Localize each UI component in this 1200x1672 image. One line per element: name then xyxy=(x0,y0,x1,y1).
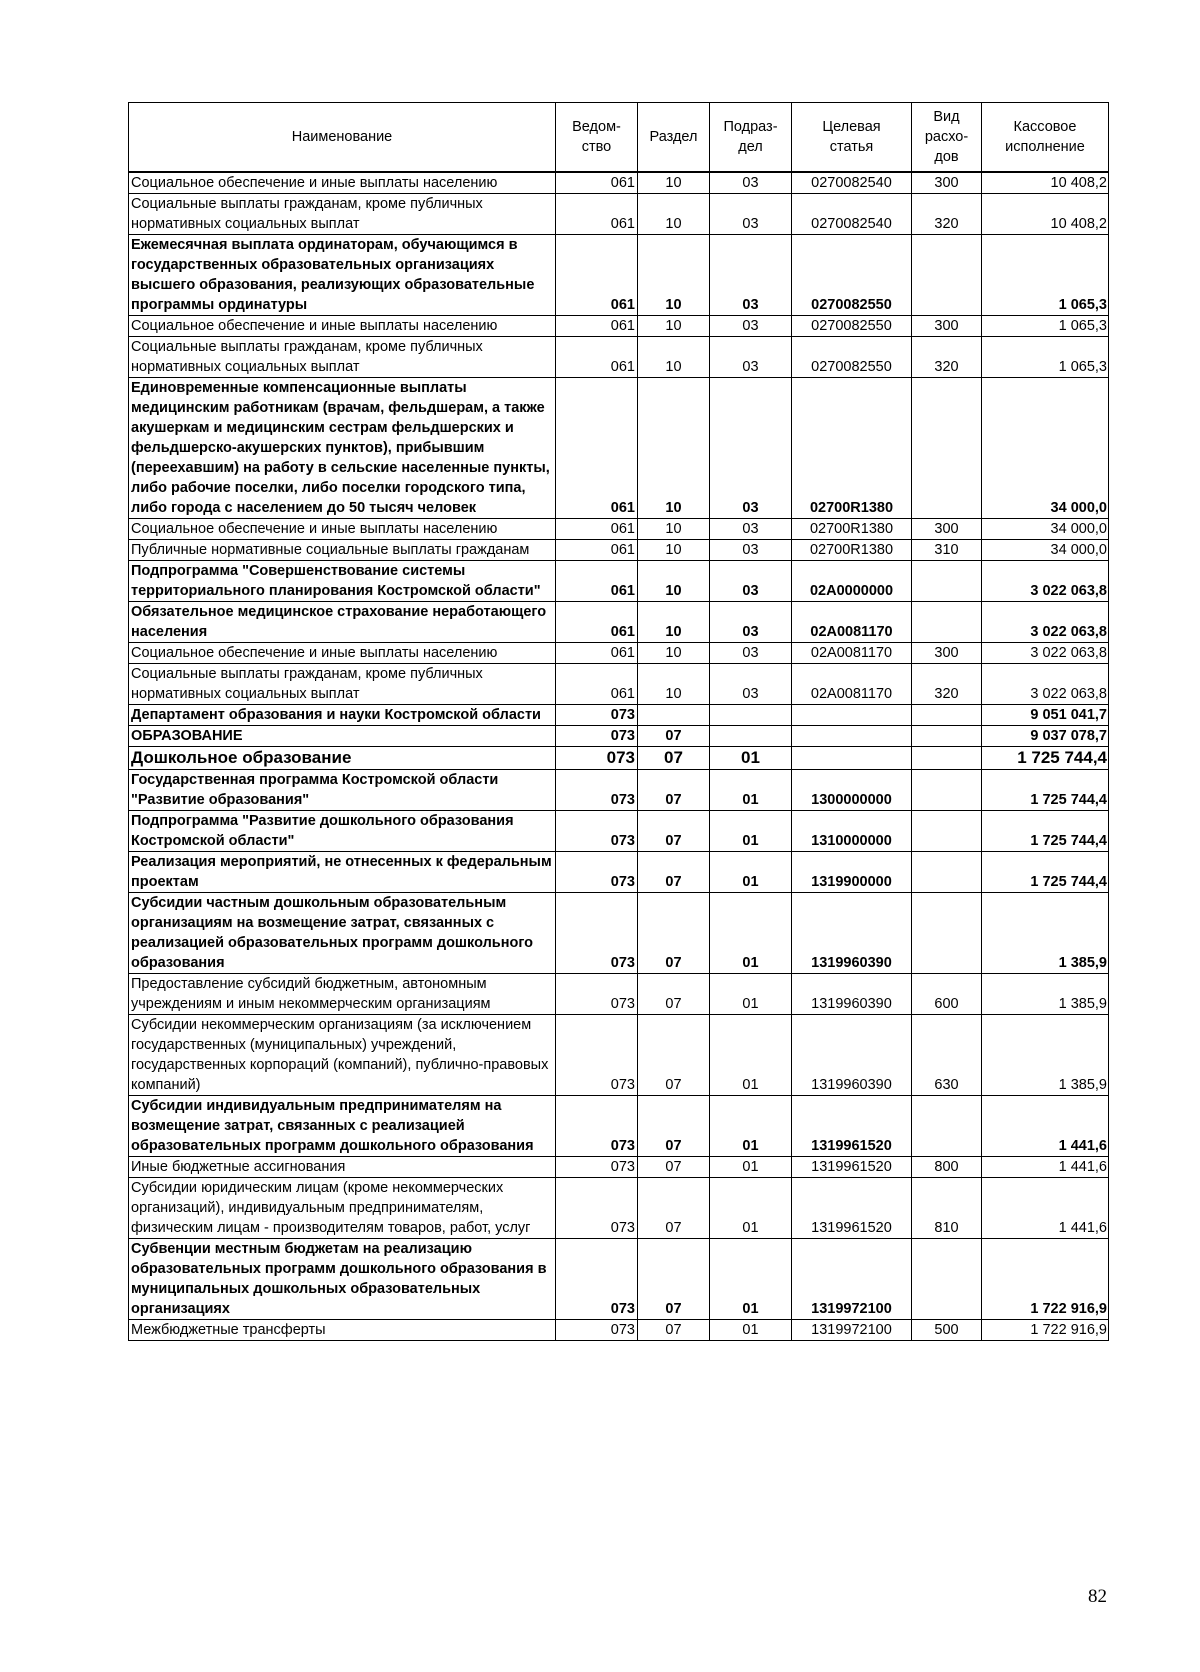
cell-vid xyxy=(912,747,982,770)
table-row xyxy=(129,643,1109,664)
cell-cs xyxy=(792,705,912,726)
cell-sum: 1 385,9 xyxy=(982,893,1109,974)
cell-razdel: 10 xyxy=(638,602,710,643)
cell-name: Социальное обеспечение и иные выплаты населению xyxy=(129,519,556,540)
cell-razdel: 07 xyxy=(638,811,710,852)
cell-sum: 10 408,2 xyxy=(982,194,1109,235)
cell-razdel: 07 xyxy=(638,1320,710,1341)
cell-vid: 630 xyxy=(912,1015,982,1096)
cell-vid xyxy=(912,726,982,747)
cell-razdel: 10 xyxy=(638,540,710,561)
cell-cs: 1300000000 xyxy=(792,770,912,811)
cell-ved: 061 xyxy=(556,561,638,602)
cell-cs: 0270082550 xyxy=(792,235,912,316)
cell-ved: 073 xyxy=(556,1157,638,1178)
table-row xyxy=(129,893,1109,974)
cell-ved: 073 xyxy=(556,893,638,974)
table-row xyxy=(129,664,1109,705)
cell-ved: 073 xyxy=(556,1178,638,1239)
header-razdel: Раздел xyxy=(638,103,710,173)
cell-ved: 073 xyxy=(556,1015,638,1096)
cell-name: Субсидии некоммерческим организациям (за исключением государственных (муниципальных) учреждений, государственных корпораций (компаний), публично-правовых компаний) xyxy=(129,1015,556,1096)
cell-cs xyxy=(792,747,912,770)
cell-razdel: 07 xyxy=(638,893,710,974)
cell-razdel: 10 xyxy=(638,519,710,540)
cell-podrazdel xyxy=(710,705,792,726)
cell-razdel: 07 xyxy=(638,726,710,747)
cell-razdel: 07 xyxy=(638,1157,710,1178)
cell-ved: 061 xyxy=(556,337,638,378)
cell-name: Социальные выплаты гражданам, кроме публичных нормативных социальных выплат xyxy=(129,664,556,705)
cell-razdel: 07 xyxy=(638,1015,710,1096)
table-row xyxy=(129,540,1109,561)
table-row xyxy=(129,519,1109,540)
table-row xyxy=(129,602,1109,643)
cell-sum: 34 000,0 xyxy=(982,540,1109,561)
cell-name: Ежемесячная выплата ординаторам, обучающимся в государственных образовательных организациях высшего образования, реализующих образовательные программы ординатуры xyxy=(129,235,556,316)
cell-vid: 300 xyxy=(912,316,982,337)
table-row xyxy=(129,770,1109,811)
cell-ved: 073 xyxy=(556,726,638,747)
page-number: 82 xyxy=(1088,1586,1107,1607)
cell-vid xyxy=(912,561,982,602)
table-row xyxy=(129,235,1109,316)
cell-vid xyxy=(912,1096,982,1157)
cell-sum: 1 725 744,4 xyxy=(982,770,1109,811)
cell-vid: 300 xyxy=(912,172,982,194)
cell-sum: 34 000,0 xyxy=(982,378,1109,519)
cell-name: Подпрограмма "Развитие дошкольного образования Костромской области" xyxy=(129,811,556,852)
cell-cs: 02А0081170 xyxy=(792,664,912,705)
header-celevaya: Целевая статья xyxy=(792,103,912,173)
cell-sum: 9 037 078,7 xyxy=(982,726,1109,747)
cell-name: ОБРАЗОВАНИЕ xyxy=(129,726,556,747)
cell-podrazdel: 03 xyxy=(710,664,792,705)
cell-ved: 061 xyxy=(556,378,638,519)
cell-vid xyxy=(912,811,982,852)
cell-podrazdel: 03 xyxy=(710,235,792,316)
cell-vid xyxy=(912,893,982,974)
cell-podrazdel: 01 xyxy=(710,893,792,974)
table-row xyxy=(129,852,1109,893)
cell-vid: 320 xyxy=(912,664,982,705)
cell-sum: 3 022 063,8 xyxy=(982,602,1109,643)
cell-ved: 061 xyxy=(556,664,638,705)
table-row xyxy=(129,1239,1109,1320)
cell-name: Межбюджетные трансферты xyxy=(129,1320,556,1341)
cell-sum: 1 065,3 xyxy=(982,316,1109,337)
cell-podrazdel: 01 xyxy=(710,852,792,893)
cell-podrazdel: 01 xyxy=(710,1096,792,1157)
table-row xyxy=(129,811,1109,852)
table-row xyxy=(129,1015,1109,1096)
header-kassovoe: Кассовое исполнение xyxy=(982,103,1109,173)
cell-name: Предоставление субсидий бюджетным, автономным учреждениям и иным некоммерческим организациям xyxy=(129,974,556,1015)
cell-ved: 073 xyxy=(556,974,638,1015)
cell-sum: 9 051 041,7 xyxy=(982,705,1109,726)
cell-cs: 1319960390 xyxy=(792,974,912,1015)
cell-cs: 0270082540 xyxy=(792,172,912,194)
cell-sum: 34 000,0 xyxy=(982,519,1109,540)
cell-cs: 02А0081170 xyxy=(792,602,912,643)
cell-ved: 061 xyxy=(556,643,638,664)
table-row xyxy=(129,726,1109,747)
cell-podrazdel: 01 xyxy=(710,1157,792,1178)
cell-vid: 320 xyxy=(912,194,982,235)
cell-razdel: 10 xyxy=(638,235,710,316)
cell-podrazdel: 03 xyxy=(710,378,792,519)
cell-ved: 061 xyxy=(556,540,638,561)
cell-name: Подпрограмма "Совершенствование системы территориального планирования Костромской области" xyxy=(129,561,556,602)
cell-podrazdel: 01 xyxy=(710,811,792,852)
table-row xyxy=(129,705,1109,726)
cell-cs: 02700R1380 xyxy=(792,540,912,561)
cell-name: Социальные выплаты гражданам, кроме публичных нормативных социальных выплат xyxy=(129,194,556,235)
table-row xyxy=(129,1157,1109,1178)
cell-ved: 061 xyxy=(556,235,638,316)
table-row xyxy=(129,194,1109,235)
cell-name: Социальное обеспечение и иные выплаты населению xyxy=(129,172,556,194)
table-row xyxy=(129,337,1109,378)
cell-vid xyxy=(912,852,982,893)
cell-ved: 073 xyxy=(556,747,638,770)
cell-sum: 3 022 063,8 xyxy=(982,561,1109,602)
table-row xyxy=(129,316,1109,337)
cell-vid: 800 xyxy=(912,1157,982,1178)
cell-razdel: 07 xyxy=(638,852,710,893)
cell-razdel: 10 xyxy=(638,337,710,378)
cell-name: Социальное обеспечение и иные выплаты населению xyxy=(129,643,556,664)
cell-name: Субвенции местным бюджетам на реализацию образовательных программ дошкольного образования в муниципальных дошкольных образовательных организациях xyxy=(129,1239,556,1320)
cell-cs: 02700R1380 xyxy=(792,519,912,540)
cell-sum: 1 722 916,9 xyxy=(982,1320,1109,1341)
cell-name: Государственная программа Костромской области "Развитие образования" xyxy=(129,770,556,811)
cell-cs xyxy=(792,726,912,747)
cell-vid xyxy=(912,378,982,519)
cell-ved: 073 xyxy=(556,705,638,726)
table-body xyxy=(129,172,1109,1341)
cell-podrazdel: 01 xyxy=(710,1239,792,1320)
header-name: Наименование xyxy=(129,103,556,173)
cell-sum: 1 441,6 xyxy=(982,1096,1109,1157)
cell-vid: 310 xyxy=(912,540,982,561)
cell-vid: 300 xyxy=(912,519,982,540)
cell-podrazdel: 03 xyxy=(710,643,792,664)
cell-name: Единовременные компенсационные выплаты медицинским работникам (врачам, фельдшерам, а также акушеркам и медицинским сестрам фельдшерских и фельдшерско-акушерских пунктов), прибывшим (переехавшим) на работу в сельские населенные пункты, либо рабочие поселки, либо поселки городского типа, либо города с населением до 50 тысяч человек xyxy=(129,378,556,519)
cell-cs: 02А0000000 xyxy=(792,561,912,602)
cell-podrazdel: 03 xyxy=(710,316,792,337)
cell-razdel: 07 xyxy=(638,770,710,811)
cell-razdel: 07 xyxy=(638,1239,710,1320)
cell-podrazdel: 01 xyxy=(710,1015,792,1096)
table-row xyxy=(129,1320,1109,1341)
cell-ved: 073 xyxy=(556,1096,638,1157)
cell-podrazdel: 01 xyxy=(710,1320,792,1341)
cell-vid xyxy=(912,235,982,316)
cell-razdel: 07 xyxy=(638,1178,710,1239)
cell-cs: 1319960390 xyxy=(792,1015,912,1096)
cell-sum: 1 725 744,4 xyxy=(982,747,1109,770)
cell-podrazdel: 03 xyxy=(710,194,792,235)
cell-cs: 1319961520 xyxy=(792,1096,912,1157)
cell-razdel: 07 xyxy=(638,747,710,770)
cell-vid: 320 xyxy=(912,337,982,378)
cell-cs: 02А0081170 xyxy=(792,643,912,664)
cell-sum: 1 065,3 xyxy=(982,235,1109,316)
cell-name: Субсидии индивидуальным предпринимателям на возмещение затрат, связанных с реализацией образовательных программ дошкольного образования xyxy=(129,1096,556,1157)
cell-razdel: 10 xyxy=(638,316,710,337)
cell-sum: 3 022 063,8 xyxy=(982,664,1109,705)
cell-vid xyxy=(912,705,982,726)
cell-sum: 1 441,6 xyxy=(982,1157,1109,1178)
cell-sum: 1 441,6 xyxy=(982,1178,1109,1239)
cell-sum: 1 065,3 xyxy=(982,337,1109,378)
cell-podrazdel: 03 xyxy=(710,561,792,602)
cell-ved: 073 xyxy=(556,811,638,852)
cell-vid: 810 xyxy=(912,1178,982,1239)
cell-ved: 061 xyxy=(556,602,638,643)
cell-vid xyxy=(912,770,982,811)
cell-razdel: 07 xyxy=(638,974,710,1015)
cell-razdel: 10 xyxy=(638,664,710,705)
table-row xyxy=(129,378,1109,519)
header-vid: Вид расхо- дов xyxy=(912,103,982,173)
cell-name: Обязательное медицинское страхование неработающего населения xyxy=(129,602,556,643)
table-row xyxy=(129,561,1109,602)
cell-name: Департамент образования и науки Костромской области xyxy=(129,705,556,726)
cell-sum: 10 408,2 xyxy=(982,172,1109,194)
cell-name: Субсидии частным дошкольным образовательным организациям на возмещение затрат, связанных с реализацией образовательных программ дошкольного образования xyxy=(129,893,556,974)
cell-sum: 3 022 063,8 xyxy=(982,643,1109,664)
cell-name: Социальные выплаты гражданам, кроме публичных нормативных социальных выплат xyxy=(129,337,556,378)
cell-podrazdel: 01 xyxy=(710,770,792,811)
cell-vid: 300 xyxy=(912,643,982,664)
cell-ved: 073 xyxy=(556,1320,638,1341)
cell-podrazdel xyxy=(710,726,792,747)
cell-sum: 1 385,9 xyxy=(982,974,1109,1015)
cell-podrazdel: 03 xyxy=(710,540,792,561)
cell-razdel: 10 xyxy=(638,194,710,235)
cell-cs: 1310000000 xyxy=(792,811,912,852)
cell-sum: 1 725 744,4 xyxy=(982,852,1109,893)
table-row xyxy=(129,1096,1109,1157)
cell-vid: 600 xyxy=(912,974,982,1015)
cell-podrazdel: 03 xyxy=(710,337,792,378)
cell-cs: 0270082540 xyxy=(792,194,912,235)
cell-vid xyxy=(912,602,982,643)
cell-vid: 500 xyxy=(912,1320,982,1341)
cell-vid xyxy=(912,1239,982,1320)
cell-ved: 073 xyxy=(556,770,638,811)
header-podrazdel: Подраз- дел xyxy=(710,103,792,173)
table-row xyxy=(129,1178,1109,1239)
cell-cs: 02700R1380 xyxy=(792,378,912,519)
table-row xyxy=(129,172,1109,194)
cell-podrazdel: 01 xyxy=(710,747,792,770)
cell-cs: 0270082550 xyxy=(792,337,912,378)
cell-name: Дошкольное образование xyxy=(129,747,556,770)
cell-razdel: 10 xyxy=(638,172,710,194)
cell-podrazdel: 03 xyxy=(710,519,792,540)
header-ved: Ведом- ство xyxy=(556,103,638,173)
cell-cs: 1319972100 xyxy=(792,1239,912,1320)
cell-sum: 1 722 916,9 xyxy=(982,1239,1109,1320)
cell-razdel: 10 xyxy=(638,643,710,664)
cell-podrazdel: 01 xyxy=(710,1178,792,1239)
cell-cs: 1319960390 xyxy=(792,893,912,974)
cell-razdel: 10 xyxy=(638,561,710,602)
cell-ved: 061 xyxy=(556,194,638,235)
table-row xyxy=(129,747,1109,770)
cell-podrazdel: 03 xyxy=(710,602,792,643)
cell-ved: 061 xyxy=(556,172,638,194)
cell-ved: 073 xyxy=(556,1239,638,1320)
cell-sum: 1 725 744,4 xyxy=(982,811,1109,852)
cell-name: Реализация мероприятий, не отнесенных к федеральным проектам xyxy=(129,852,556,893)
cell-cs: 1319900000 xyxy=(792,852,912,893)
cell-name: Иные бюджетные ассигнования xyxy=(129,1157,556,1178)
table-header-row xyxy=(129,103,1109,173)
cell-sum: 1 385,9 xyxy=(982,1015,1109,1096)
cell-name: Социальное обеспечение и иные выплаты населению xyxy=(129,316,556,337)
cell-cs: 0270082550 xyxy=(792,316,912,337)
cell-name: Публичные нормативные социальные выплаты гражданам xyxy=(129,540,556,561)
budget-table xyxy=(128,102,1109,1341)
cell-cs: 1319972100 xyxy=(792,1320,912,1341)
cell-ved: 061 xyxy=(556,316,638,337)
cell-razdel xyxy=(638,705,710,726)
cell-podrazdel: 01 xyxy=(710,974,792,1015)
cell-razdel: 07 xyxy=(638,1096,710,1157)
cell-cs: 1319961520 xyxy=(792,1157,912,1178)
cell-name: Субсидии юридическим лицам (кроме некоммерческих организаций), индивидуальным предпринимателям, физическим лицам - производителям товаров, работ, услуг xyxy=(129,1178,556,1239)
cell-cs: 1319961520 xyxy=(792,1178,912,1239)
cell-ved: 073 xyxy=(556,852,638,893)
table-row xyxy=(129,974,1109,1015)
cell-podrazdel: 03 xyxy=(710,172,792,194)
cell-razdel: 10 xyxy=(638,378,710,519)
cell-ved: 061 xyxy=(556,519,638,540)
